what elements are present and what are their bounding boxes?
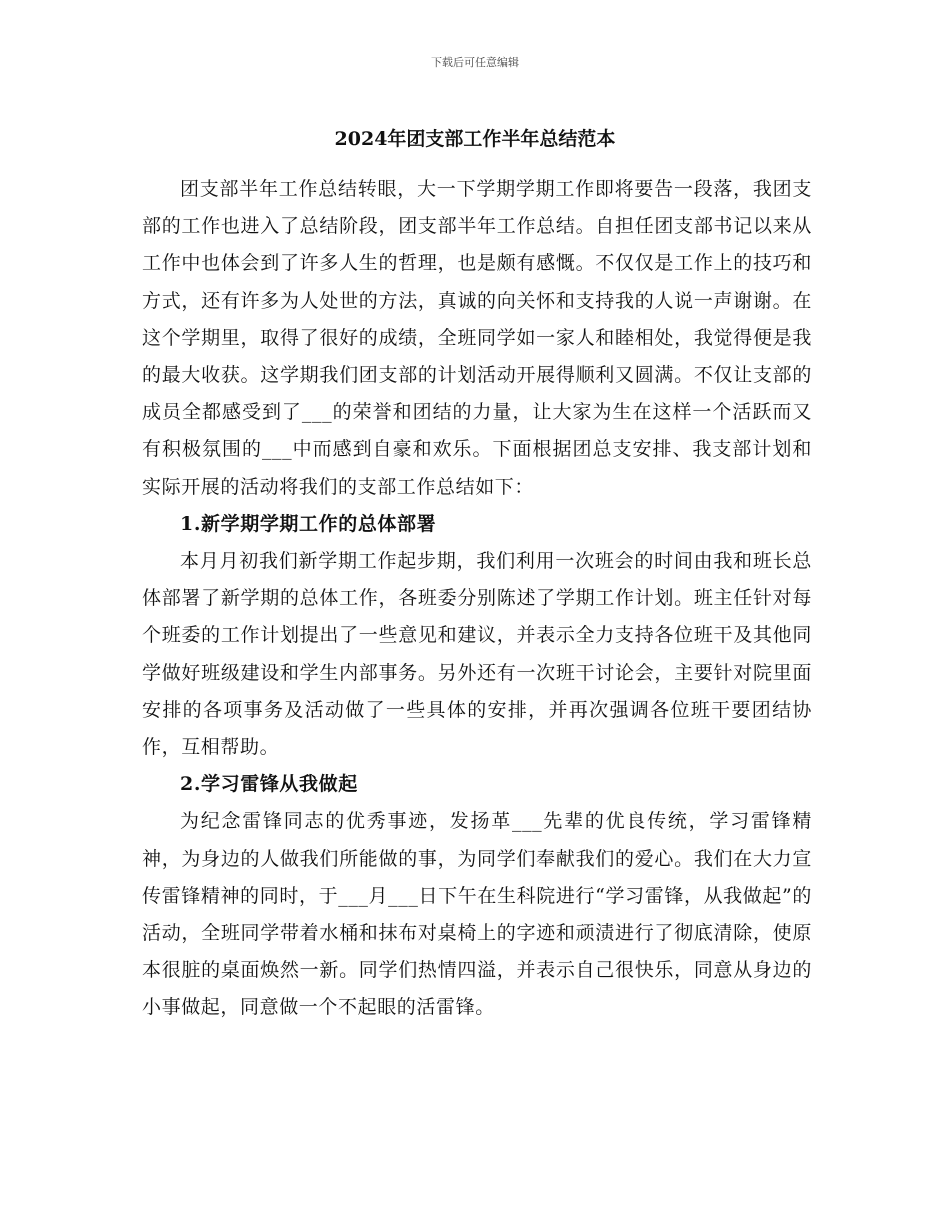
section-1-paragraph: 本月月初我们新学期工作起步期，我们利用一次班会的时间由我和班长总体部署了新学期的总体工作，各班委分别陈述了学期工作计划。班主任针对每个班委的工作计划提出了一些意见和建议，并表示全力支持各位班干及其他同学做好班级建设和学生内部事务。另外还有一次班干讨论会，主要针对院里面安排的各项事务及活动做了一些具体的安排，并再次强调各位班干要团结协作，互相帮助。 bbox=[142, 550, 812, 759]
document-body bbox=[142, 171, 812, 1027]
section-1-heading: 1.新学期学期工作的总体部署 bbox=[180, 512, 437, 535]
document-title: 2024年团支部工作半年总结范本 bbox=[334, 128, 616, 150]
page-header: 下载后可任意编辑 bbox=[431, 56, 519, 69]
intro-paragraph: 团支部半年工作总结转眼，大一下学期学期工作即将要告一段落，我团支部的工作也进入了总结阶段，团支部半年工作总结。自担任团支部书记以来从工作中也体会到了许多人生的哲理，也是颇有感慨。不仅仅是工作上的技巧和方式，还有许多为人处世的方法，真诚的向关怀和支持我的人说一声谢谢。在这个学期里，取得了很好的成绩，全班同学如一家人和睦相处，我觉得便是我的最大收获。这学期我们团支部的计划活动开展得顺利又圆满。不仅让支部的成员全都感受到了___的荣誉和团结的力量，让大家为生在这样一个活跃而又有积极氛围的___中而感到自豪和欢乐。下面根据团总支安排、我支部计划和实际开展的活动将我们的支部工作总结如下： bbox=[142, 178, 812, 498]
section-2-heading: 2.学习雷锋从我做起 bbox=[180, 773, 358, 796]
section-2-paragraph: 为纪念雷锋同志的优秀事迹，发扬革___先辈的优良传统，学习雷锋精神，为身边的人做我们所能做的事，为同学们奉献我们的爱心。我们在大力宣传雷锋精神的同时，于___月___日下午在生科院进行“学习雷锋，从我做起”的活动，全班同学带着水桶和抹布对桌椅上的字迹和顽渍进行了彻底清除，使原本很脏的桌面焕然一新。同学们热情四溢，并表示自己很快乐，同意从身边的小事做起，同意做一个不起眼的活雷锋。 bbox=[142, 810, 812, 1019]
